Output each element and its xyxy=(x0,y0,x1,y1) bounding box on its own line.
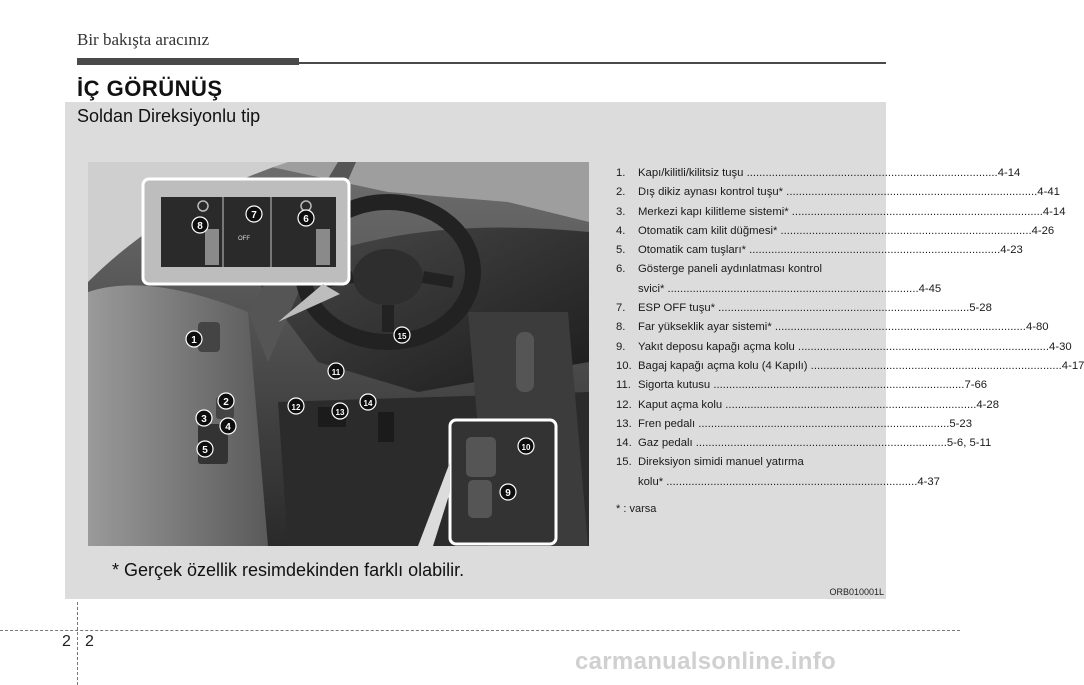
legend-item: 12. Kaput açma kolu ................................................................................ 4-28 xyxy=(616,398,1000,411)
callout-2: 2 xyxy=(223,397,229,408)
callout-5: 5 xyxy=(202,445,208,456)
legend-item: 9. Yakıt deposu kapağı açma kolu ................................................................................ 4-30 xyxy=(616,340,1072,353)
panel-footnote: * Gerçek özellik resimdekinden farklı olabilir. xyxy=(112,560,465,580)
photo-code: ORB010001L xyxy=(829,587,884,597)
interior-photo xyxy=(88,162,589,546)
legend-item: 5. Otomatik cam tuşları* ................................................................................ 4-23 xyxy=(616,244,1023,257)
footer-divider-vertical xyxy=(77,602,78,685)
header-rule xyxy=(299,62,886,64)
callout-14: 14 xyxy=(363,399,373,408)
callout-7: 7 xyxy=(251,210,257,221)
callout-8: 8 xyxy=(197,221,203,232)
running-head: Bir bakışta aracınız xyxy=(77,30,210,49)
callout-3: 3 xyxy=(201,414,207,425)
panel-title: Soldan Direksiyonlu tip xyxy=(77,106,261,126)
legend-item: 1. Kapı/kilitli/kilitsiz tuşu ................................................................................ 4-14 xyxy=(616,167,1021,179)
callout-6: 6 xyxy=(303,214,309,225)
legend-item: 7. ESP OFF tuşu* ................................................................................ 5-28 xyxy=(616,302,992,315)
legend-item: 15. Direksiyon simidi manuel yatırma xyxy=(616,456,804,469)
legend-item: 10. Bagaj kapağı açma kolu (4 Kapılı) ................................................................................ 4-17 xyxy=(616,359,1084,372)
legend-item: 2. Dış dikiz aynası kontrol tuşu* ................................................................................ 4-41 xyxy=(616,186,1060,199)
legend-item: 6. Gösterge paneli aydınlatması kontrol xyxy=(616,263,822,276)
callout-4: 4 xyxy=(225,422,231,433)
watermark: carmanualsonline.info xyxy=(575,648,837,675)
callout-13: 13 xyxy=(335,408,345,417)
section-title: İÇ GÖRÜNÜŞ xyxy=(77,76,223,101)
callout-12: 12 xyxy=(291,403,301,412)
legend-item-continuation: svici* ................................................................................ 4-45 xyxy=(638,282,942,295)
interior-illustration xyxy=(88,162,589,546)
section-number: 2 xyxy=(62,633,71,650)
legend-item: 11. Sigorta kutusu ................................................................................ 7-66 xyxy=(616,379,988,392)
interior-panel xyxy=(65,102,1084,599)
esp-off-label: OFF xyxy=(238,236,250,242)
callout-10: 10 xyxy=(521,443,531,452)
component-legend xyxy=(616,164,1084,519)
callout-1: 1 xyxy=(191,335,197,346)
callout-11: 11 xyxy=(331,368,341,377)
header-bar xyxy=(77,58,299,65)
callout-15: 15 xyxy=(397,332,407,341)
legend-item: 13. Fren pedalı ................................................................................ 5-23 xyxy=(616,417,973,430)
legend-item: 8. Far yükseklik ayar sistemi* ................................................................................ 4-80 xyxy=(616,321,1049,334)
legend-note: * : varsa xyxy=(616,503,657,516)
legend-item-continuation: kolu* ................................................................................ 4-37 xyxy=(638,475,940,488)
footer-divider-horizontal xyxy=(0,630,960,631)
legend-item: 4. Otomatik cam kilit düğmesi* ................................................................................ 4-26 xyxy=(616,224,1055,237)
legend-item: 14. Gaz pedalı ................................................................................ 5-6, 5-11 xyxy=(616,437,992,450)
callout-9: 9 xyxy=(505,488,511,499)
page-number: 2 xyxy=(85,633,94,650)
legend-item: 3. Merkezi kapı kilitleme sistemi* ................................................................................ 4-14 xyxy=(616,205,1066,218)
